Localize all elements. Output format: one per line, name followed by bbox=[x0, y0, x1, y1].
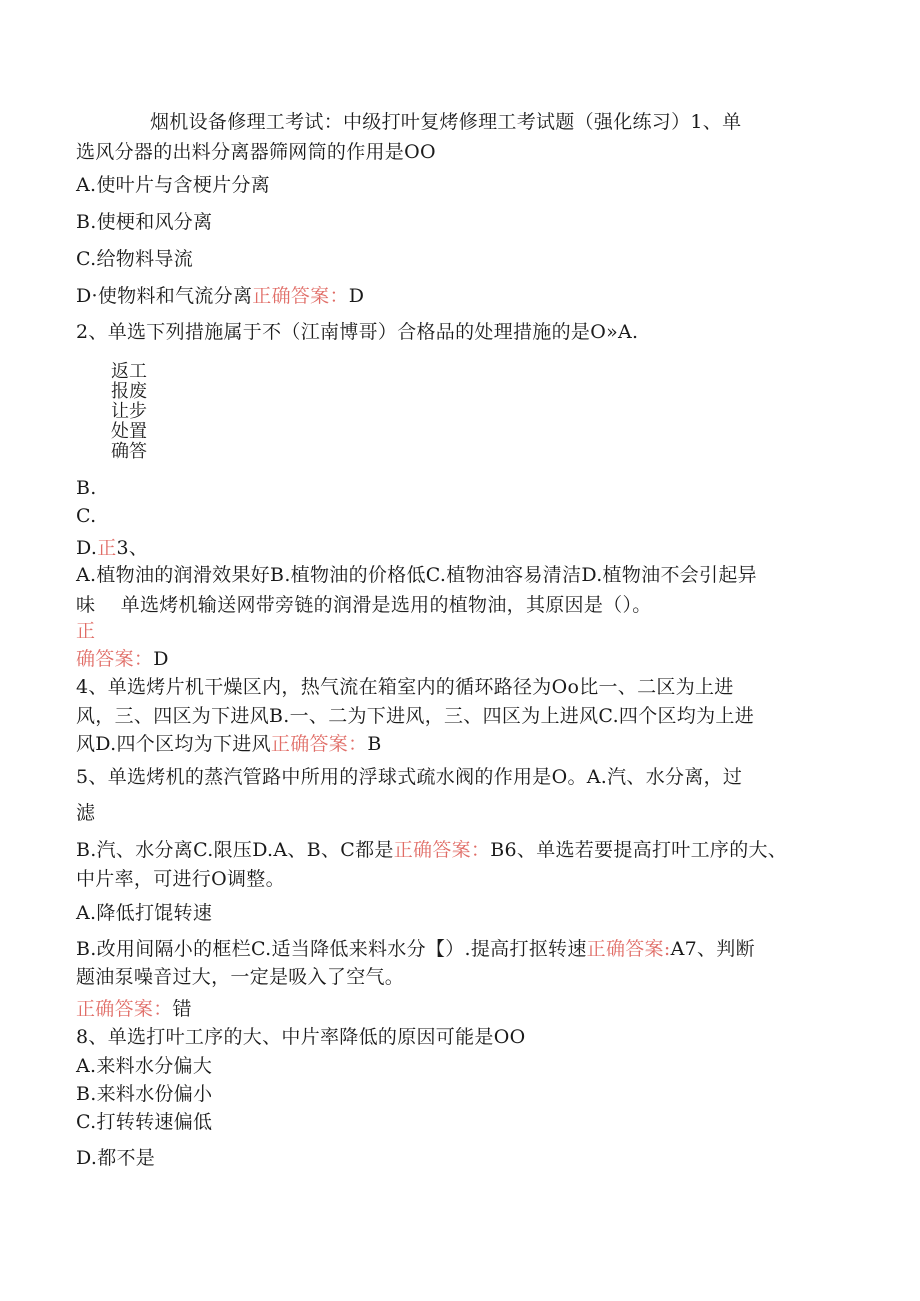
answer-line: D·使物料和气流分离正确答案：D bbox=[76, 285, 365, 307]
option-line: B.使梗和风分离 bbox=[76, 211, 213, 233]
text-line: 滤 bbox=[76, 802, 96, 824]
question-line: 2、单选下列措施属于不（江南博哥）合格品的处理措施的是O»A. bbox=[76, 321, 639, 343]
option-line: D.正3、 bbox=[76, 537, 149, 559]
answer-line: 正确答案：错 bbox=[76, 998, 192, 1020]
question-line: 5、单选烤机的蒸汽管路中所用的浮球式疏水阀的作用是O。A.汽、水分离，过 bbox=[76, 766, 743, 788]
answer-line: 风D.四个区均为下进风正确答案：B bbox=[76, 733, 382, 755]
answer-line: B.汽、水分离C.限压D.A、B、C都是正确答案：B6、单选若要提高打叶工序的大、 bbox=[76, 839, 788, 861]
text-line: A.植物油的润滑效果好B.植物油的价格低C.植物油容易清洁D.植物油不会引起异 bbox=[76, 564, 757, 586]
list-item: 处置 bbox=[111, 421, 147, 442]
list-item: 返工 bbox=[111, 361, 147, 382]
answer-label: 正 bbox=[76, 620, 96, 642]
text-line: 风，三、四区为下进风B.一、二为下进风，三、四区为上进风C.四个区均为上进 bbox=[76, 705, 755, 727]
list-item: 确答 bbox=[111, 441, 147, 462]
option-line: B.来料水份偏小 bbox=[76, 1083, 213, 1105]
option-line: A.使叶片与含梗片分离 bbox=[76, 174, 271, 196]
text-line: 中片率，可进行O调整。 bbox=[76, 868, 285, 890]
text-line: 题油泵噪音过大，一定是吸入了空气。 bbox=[76, 966, 405, 988]
answer-line: 确答案：D bbox=[76, 648, 169, 670]
text-line: 选风分器的出料分离器筛网筒的作用是OO bbox=[76, 141, 436, 163]
question-line: 4、单选烤片机干燥区内，热气流在箱室内的循环路径为Oo比一、二区为上进 bbox=[76, 676, 734, 698]
question-line: 味 单选烤机输送网带旁链的润滑是选用的植物油，其原因是（）。 bbox=[76, 594, 652, 616]
list-item: 报废 bbox=[111, 381, 147, 402]
text-line: 烟机设备修理工考试：中级打叶复烤修理工考试题（强化练习）1、单 bbox=[150, 111, 742, 133]
option-line: A.来料水分偏大 bbox=[76, 1055, 213, 1077]
list-item: 让步 bbox=[111, 401, 147, 422]
option-line: D.都不是 bbox=[76, 1147, 156, 1169]
option-line: C.给物料导流 bbox=[76, 248, 194, 270]
answer-line: B.改用间隔小的框栏C.适当降低来料水分【）.提高打抠转速正确答案:A7、判断 bbox=[76, 938, 755, 960]
option-line: C.打转转速偏低 bbox=[76, 1111, 213, 1133]
option-list bbox=[111, 362, 147, 462]
option-line: A.降低打馄转速 bbox=[76, 902, 213, 924]
option-line: C. bbox=[76, 505, 97, 527]
option-line: B. bbox=[76, 477, 97, 499]
question-line: 8、单选打叶工序的大、中片率降低的原因可能是OO bbox=[76, 1026, 526, 1048]
